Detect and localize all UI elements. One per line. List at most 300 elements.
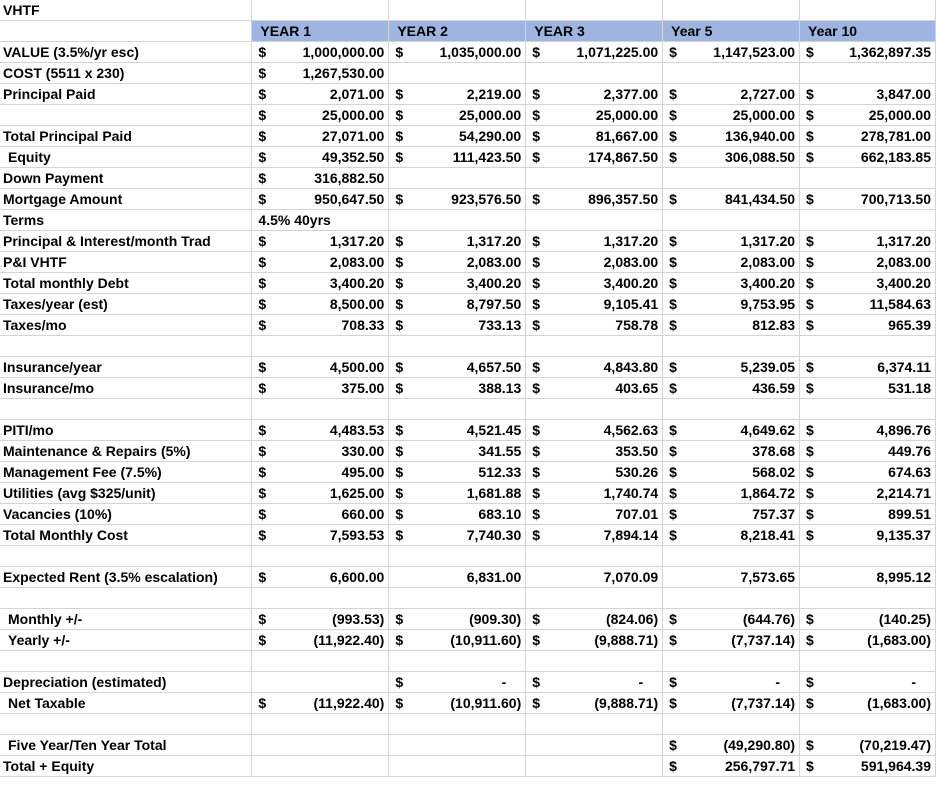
row-label[interactable]: Taxes/mo: [0, 315, 252, 336]
value-cell[interactable]: [389, 567, 526, 588]
blank-cell[interactable]: [526, 168, 663, 189]
blank-cell[interactable]: [800, 714, 936, 735]
value-cell[interactable]: [389, 273, 526, 294]
amount: 2,083.00: [740, 254, 796, 270]
value-cell[interactable]: [252, 609, 389, 630]
value-cell[interactable]: [800, 441, 936, 462]
value-cell[interactable]: [526, 504, 663, 525]
row-label[interactable]: [0, 651, 252, 672]
row-label[interactable]: Utilities (avg $325/unit): [0, 483, 252, 504]
currency-symbol: $: [806, 737, 814, 753]
row-label[interactable]: Total Principal Paid: [0, 126, 252, 147]
value-cell[interactable]: [663, 483, 800, 504]
currency-value: [803, 420, 932, 440]
value-cell[interactable]: [389, 315, 526, 336]
value-cell[interactable]: [800, 84, 936, 105]
row-label[interactable]: Total Monthly Cost: [0, 525, 252, 546]
value-cell[interactable]: [663, 42, 800, 63]
value-cell[interactable]: [252, 105, 389, 126]
blank-cell[interactable]: [800, 588, 936, 609]
blank-cell[interactable]: [663, 168, 800, 189]
blank-cell[interactable]: [389, 714, 526, 735]
value-cell[interactable]: [252, 483, 389, 504]
value-cell[interactable]: [800, 378, 936, 399]
amount: 4,896.76: [876, 422, 931, 438]
value-cell[interactable]: [389, 231, 526, 252]
value-cell[interactable]: [252, 315, 389, 336]
amount: 2,377.00: [603, 86, 659, 102]
currency-symbol: $: [258, 65, 267, 81]
value-cell[interactable]: [800, 672, 936, 693]
table-row: [0, 315, 936, 336]
blank-cell[interactable]: [389, 651, 526, 672]
value-cell[interactable]: [663, 567, 800, 588]
blank-cell[interactable]: [663, 714, 800, 735]
value-cell[interactable]: [389, 189, 526, 210]
value-cell[interactable]: [252, 231, 389, 252]
currency-symbol: $: [395, 191, 404, 207]
currency-value: [255, 105, 385, 125]
row-label[interactable]: Principal Paid: [0, 84, 252, 105]
value-cell[interactable]: [252, 294, 389, 315]
currency-symbol: $: [669, 422, 677, 438]
table-row: [0, 693, 936, 714]
value-cell[interactable]: [663, 84, 800, 105]
value-cell[interactable]: [800, 735, 936, 756]
value-cell[interactable]: [389, 483, 526, 504]
currency-symbol: $: [806, 275, 814, 291]
sheet-title[interactable]: VHTF: [0, 0, 252, 21]
value-cell[interactable]: [800, 147, 936, 168]
blank-cell[interactable]: [800, 168, 936, 189]
value-cell[interactable]: [663, 189, 800, 210]
column-header[interactable]: Year 5: [663, 21, 800, 42]
amount: 1,267,530.00: [302, 65, 385, 81]
currency-symbol: $: [806, 695, 814, 711]
value-cell[interactable]: [526, 294, 663, 315]
blank-cell[interactable]: [800, 0, 936, 21]
value-cell[interactable]: [389, 252, 526, 273]
blank-cell[interactable]: [526, 546, 663, 567]
blank-cell[interactable]: [252, 714, 389, 735]
row-label[interactable]: Mortgage Amount: [0, 189, 252, 210]
value-cell[interactable]: [252, 252, 389, 273]
table-row: [0, 672, 936, 693]
value-cell[interactable]: [252, 630, 389, 651]
value-cell[interactable]: [389, 42, 526, 63]
row-label[interactable]: Vacancies (10%): [0, 504, 252, 525]
currency-value: [803, 84, 932, 104]
blank-cell[interactable]: [526, 735, 663, 756]
blank-cell[interactable]: [526, 0, 663, 21]
value-cell[interactable]: [800, 105, 936, 126]
currency-symbol: $: [258, 443, 267, 459]
row-label[interactable]: PITI/mo: [0, 420, 252, 441]
value-cell[interactable]: [800, 462, 936, 483]
value-cell[interactable]: [800, 483, 936, 504]
blank-cell[interactable]: [389, 0, 526, 21]
value-cell[interactable]: [389, 630, 526, 651]
amount: 8,797.50: [466, 296, 522, 312]
value-cell[interactable]: [526, 378, 663, 399]
currency-symbol: $: [395, 254, 404, 270]
value-cell[interactable]: [526, 231, 663, 252]
amount: (11,922.40): [313, 695, 385, 711]
currency-value: [803, 315, 932, 335]
blank-cell[interactable]: [252, 588, 389, 609]
value-cell[interactable]: [252, 420, 389, 441]
value-cell[interactable]: [389, 126, 526, 147]
value-cell[interactable]: [526, 462, 663, 483]
row-label[interactable]: Management Fee (7.5%): [0, 462, 252, 483]
value-cell[interactable]: [252, 462, 389, 483]
value-cell[interactable]: [663, 630, 800, 651]
row-label[interactable]: Equity: [0, 147, 252, 168]
amount: 3,400.20: [329, 275, 385, 291]
table-row: [0, 462, 936, 483]
blank-cell[interactable]: [389, 588, 526, 609]
blank-cell[interactable]: [800, 336, 936, 357]
value-cell[interactable]: [800, 231, 936, 252]
value-cell[interactable]: [389, 84, 526, 105]
blank-cell[interactable]: [663, 63, 800, 84]
value-cell[interactable]: [389, 462, 526, 483]
value-cell[interactable]: [800, 42, 936, 63]
value-cell[interactable]: [800, 567, 936, 588]
blank-cell[interactable]: [800, 546, 936, 567]
currency-value: [803, 126, 932, 146]
row-label[interactable]: [0, 336, 252, 357]
value-cell[interactable]: [389, 378, 526, 399]
blank-cell[interactable]: [663, 588, 800, 609]
blank-cell[interactable]: [252, 756, 389, 777]
value-cell[interactable]: [663, 756, 800, 777]
value-cell[interactable]: [663, 462, 800, 483]
value-cell[interactable]: [663, 525, 800, 546]
value-cell[interactable]: [800, 273, 936, 294]
value-cell[interactable]: [800, 630, 936, 651]
blank-cell[interactable]: [0, 21, 252, 42]
blank-cell[interactable]: [800, 210, 936, 231]
column-header[interactable]: Year 10: [800, 21, 936, 42]
currency-value: [392, 567, 522, 587]
value-cell[interactable]: [389, 609, 526, 630]
amount: 2,727.00: [740, 86, 796, 102]
value-cell[interactable]: [800, 420, 936, 441]
row-label[interactable]: Down Payment: [0, 168, 252, 189]
row-label[interactable]: Insurance/year: [0, 357, 252, 378]
amount: -: [501, 674, 507, 690]
row-label[interactable]: VALUE (3.5%/yr esc): [0, 42, 252, 63]
amount: 341.55: [478, 443, 522, 459]
value-cell[interactable]: [389, 357, 526, 378]
value-cell[interactable]: [663, 378, 800, 399]
value-cell[interactable]: [526, 693, 663, 714]
value-cell[interactable]: [389, 294, 526, 315]
value-cell[interactable]: [800, 294, 936, 315]
blank-cell[interactable]: [389, 399, 526, 420]
value-cell[interactable]: [663, 294, 800, 315]
value-cell[interactable]: [526, 357, 663, 378]
value-cell[interactable]: [252, 84, 389, 105]
row-label[interactable]: Monthly +/-: [0, 609, 252, 630]
value-cell[interactable]: [800, 357, 936, 378]
amount: 733.13: [478, 317, 522, 333]
blank-cell[interactable]: [663, 0, 800, 21]
column-header[interactable]: YEAR 1: [252, 21, 389, 42]
blank-cell[interactable]: [800, 651, 936, 672]
blank-cell[interactable]: [663, 546, 800, 567]
value-cell[interactable]: [389, 693, 526, 714]
blank-cell[interactable]: [252, 399, 389, 420]
column-header[interactable]: YEAR 2: [389, 21, 526, 42]
value-cell[interactable]: [389, 504, 526, 525]
blank-cell[interactable]: [389, 735, 526, 756]
currency-symbol: $: [258, 128, 267, 144]
row-label[interactable]: Depreciation (estimated): [0, 672, 252, 693]
currency-value: [666, 483, 796, 503]
value-cell[interactable]: [663, 231, 800, 252]
amount: 25,000.00: [595, 107, 659, 123]
value-cell[interactable]: [526, 315, 663, 336]
row-label[interactable]: Expected Rent (3.5% escalation): [0, 567, 252, 588]
currency-value: [392, 630, 522, 650]
row-label[interactable]: Total + Equity: [0, 756, 252, 777]
row-label[interactable]: Yearly +/-: [0, 630, 252, 651]
value-cell[interactable]: [526, 84, 663, 105]
amount: 9,105.41: [603, 296, 659, 312]
amount: 1,147,523.00: [713, 44, 796, 60]
blank-cell[interactable]: [389, 168, 526, 189]
value-cell[interactable]: [252, 378, 389, 399]
value-cell[interactable]: [526, 630, 663, 651]
blank-cell[interactable]: [252, 546, 389, 567]
currency-value: [803, 693, 932, 713]
currency-value: [666, 609, 796, 629]
value-cell[interactable]: [252, 210, 389, 231]
value-cell[interactable]: [800, 315, 936, 336]
blank-cell[interactable]: [389, 210, 526, 231]
value-cell[interactable]: [800, 756, 936, 777]
blank-cell[interactable]: [252, 735, 389, 756]
value-cell[interactable]: [526, 126, 663, 147]
value-cell[interactable]: [252, 273, 389, 294]
row-label[interactable]: [0, 105, 252, 126]
currency-symbol: $: [806, 44, 814, 60]
table-row: [0, 357, 936, 378]
currency-symbol: $: [806, 317, 814, 333]
value-cell[interactable]: [526, 189, 663, 210]
value-cell[interactable]: [252, 693, 389, 714]
value-cell[interactable]: [663, 672, 800, 693]
currency-symbol: $: [806, 485, 814, 501]
blank-cell[interactable]: [663, 210, 800, 231]
amount: 2,083.00: [876, 254, 931, 270]
value-cell[interactable]: [252, 126, 389, 147]
value-cell[interactable]: [252, 42, 389, 63]
row-label[interactable]: [0, 399, 252, 420]
amount: 4,649.62: [740, 422, 796, 438]
blank-cell[interactable]: [663, 399, 800, 420]
amount: 8,995.12: [876, 569, 931, 585]
currency-symbol: $: [395, 44, 404, 60]
blank-cell[interactable]: [252, 0, 389, 21]
blank-cell[interactable]: [252, 336, 389, 357]
currency-value: [392, 672, 522, 692]
currency-symbol: $: [395, 506, 404, 522]
value-cell[interactable]: [800, 693, 936, 714]
currency-value: [666, 525, 796, 545]
value-cell[interactable]: [252, 168, 389, 189]
amount: (1,683.00): [867, 695, 931, 711]
value-cell[interactable]: [800, 189, 936, 210]
value-cell[interactable]: [663, 252, 800, 273]
value-cell[interactable]: [663, 273, 800, 294]
column-header[interactable]: YEAR 3: [526, 21, 663, 42]
row-label[interactable]: P&I VHTF: [0, 252, 252, 273]
row-label[interactable]: [0, 588, 252, 609]
currency-value: [392, 693, 522, 713]
value-cell[interactable]: [252, 63, 389, 84]
blank-cell[interactable]: [663, 336, 800, 357]
currency-symbol: $: [806, 149, 814, 165]
blank-cell[interactable]: [663, 651, 800, 672]
blank-cell[interactable]: [800, 399, 936, 420]
value-cell[interactable]: [252, 504, 389, 525]
row-label[interactable]: COST (5511 x 230): [0, 63, 252, 84]
blank-cell[interactable]: [526, 210, 663, 231]
blank-cell[interactable]: [389, 336, 526, 357]
blank-cell[interactable]: [526, 714, 663, 735]
value-cell[interactable]: [389, 105, 526, 126]
blank-cell[interactable]: [389, 546, 526, 567]
currency-value: [392, 294, 522, 314]
table-row: [0, 420, 936, 441]
value-cell[interactable]: [800, 126, 936, 147]
blank-cell[interactable]: [252, 651, 389, 672]
row-label[interactable]: Terms: [0, 210, 252, 231]
amount: 403.65: [615, 380, 659, 396]
row-label[interactable]: Insurance/mo: [0, 378, 252, 399]
currency-value: [803, 252, 932, 272]
blank-cell[interactable]: [526, 336, 663, 357]
value-cell[interactable]: [389, 441, 526, 462]
currency-value: [392, 189, 522, 209]
amount: 4,562.63: [603, 422, 659, 438]
value-cell[interactable]: [526, 105, 663, 126]
value-cell[interactable]: [526, 42, 663, 63]
currency-symbol: $: [669, 107, 677, 123]
value-cell[interactable]: [389, 672, 526, 693]
currency-value: [529, 441, 659, 461]
blank-cell[interactable]: [526, 63, 663, 84]
value-cell[interactable]: [663, 357, 800, 378]
value-cell[interactable]: [389, 420, 526, 441]
row-label[interactable]: Maintenance & Repairs (5%): [0, 441, 252, 462]
amount: 278,781.00: [860, 128, 931, 144]
value-cell[interactable]: [800, 252, 936, 273]
value-cell[interactable]: [800, 525, 936, 546]
value-cell[interactable]: [663, 735, 800, 756]
amount: 136,940.00: [724, 128, 796, 144]
value-cell[interactable]: [800, 609, 936, 630]
currency-symbol: $: [395, 674, 404, 690]
value-cell[interactable]: [800, 504, 936, 525]
currency-value: [666, 84, 796, 104]
currency-value: [255, 567, 385, 587]
value-cell[interactable]: [389, 525, 526, 546]
value-cell[interactable]: [526, 147, 663, 168]
value-cell[interactable]: [663, 315, 800, 336]
value-cell[interactable]: [389, 147, 526, 168]
blank-cell[interactable]: [252, 672, 389, 693]
row-label[interactable]: [0, 546, 252, 567]
amount: 7,593.53: [329, 527, 385, 543]
value-cell[interactable]: [252, 441, 389, 462]
value-cell[interactable]: [526, 441, 663, 462]
value-cell[interactable]: [663, 126, 800, 147]
currency-value: [529, 378, 659, 398]
value-cell[interactable]: [252, 567, 389, 588]
value-cell[interactable]: [252, 525, 389, 546]
amount: 896,357.50: [588, 191, 659, 207]
value-cell[interactable]: [526, 525, 663, 546]
value-cell[interactable]: [526, 483, 663, 504]
currency-symbol: $: [258, 107, 267, 123]
value-cell[interactable]: [526, 567, 663, 588]
row-label[interactable]: Principal & Interest/month Trad: [0, 231, 252, 252]
blank-cell[interactable]: [526, 399, 663, 420]
amount: 4,521.45: [466, 422, 522, 438]
value-cell[interactable]: [663, 504, 800, 525]
blank-cell[interactable]: [526, 756, 663, 777]
amount: 378.68: [752, 443, 796, 459]
value-cell[interactable]: [526, 672, 663, 693]
blank-cell[interactable]: [389, 756, 526, 777]
currency-value: [529, 42, 659, 62]
blank-cell[interactable]: [800, 63, 936, 84]
blank-cell[interactable]: [389, 63, 526, 84]
value-cell[interactable]: [663, 441, 800, 462]
row-label[interactable]: Total monthly Debt: [0, 273, 252, 294]
currency-symbol: $: [395, 422, 404, 438]
value-cell[interactable]: [526, 252, 663, 273]
row-label[interactable]: Five Year/Ten Year Total: [0, 735, 252, 756]
amount: 25,000.00: [458, 107, 522, 123]
value-cell[interactable]: [663, 105, 800, 126]
row-label[interactable]: Taxes/year (est): [0, 294, 252, 315]
value-cell[interactable]: [526, 609, 663, 630]
value-cell[interactable]: [252, 189, 389, 210]
currency-value: [392, 609, 522, 629]
currency-symbol: $: [669, 758, 677, 774]
blank-cell[interactable]: [526, 651, 663, 672]
value-cell[interactable]: [663, 693, 800, 714]
value-cell[interactable]: [526, 420, 663, 441]
value-cell[interactable]: [526, 273, 663, 294]
value-cell[interactable]: [663, 609, 800, 630]
value-cell[interactable]: [663, 420, 800, 441]
value-cell[interactable]: [252, 357, 389, 378]
value-cell[interactable]: [252, 147, 389, 168]
row-label[interactable]: Net Taxable: [0, 693, 252, 714]
row-label[interactable]: [0, 714, 252, 735]
value-cell[interactable]: [663, 147, 800, 168]
amount: 4,843.80: [603, 359, 659, 375]
blank-cell[interactable]: [526, 588, 663, 609]
currency-symbol: $: [258, 380, 267, 396]
currency-value: [255, 693, 385, 713]
